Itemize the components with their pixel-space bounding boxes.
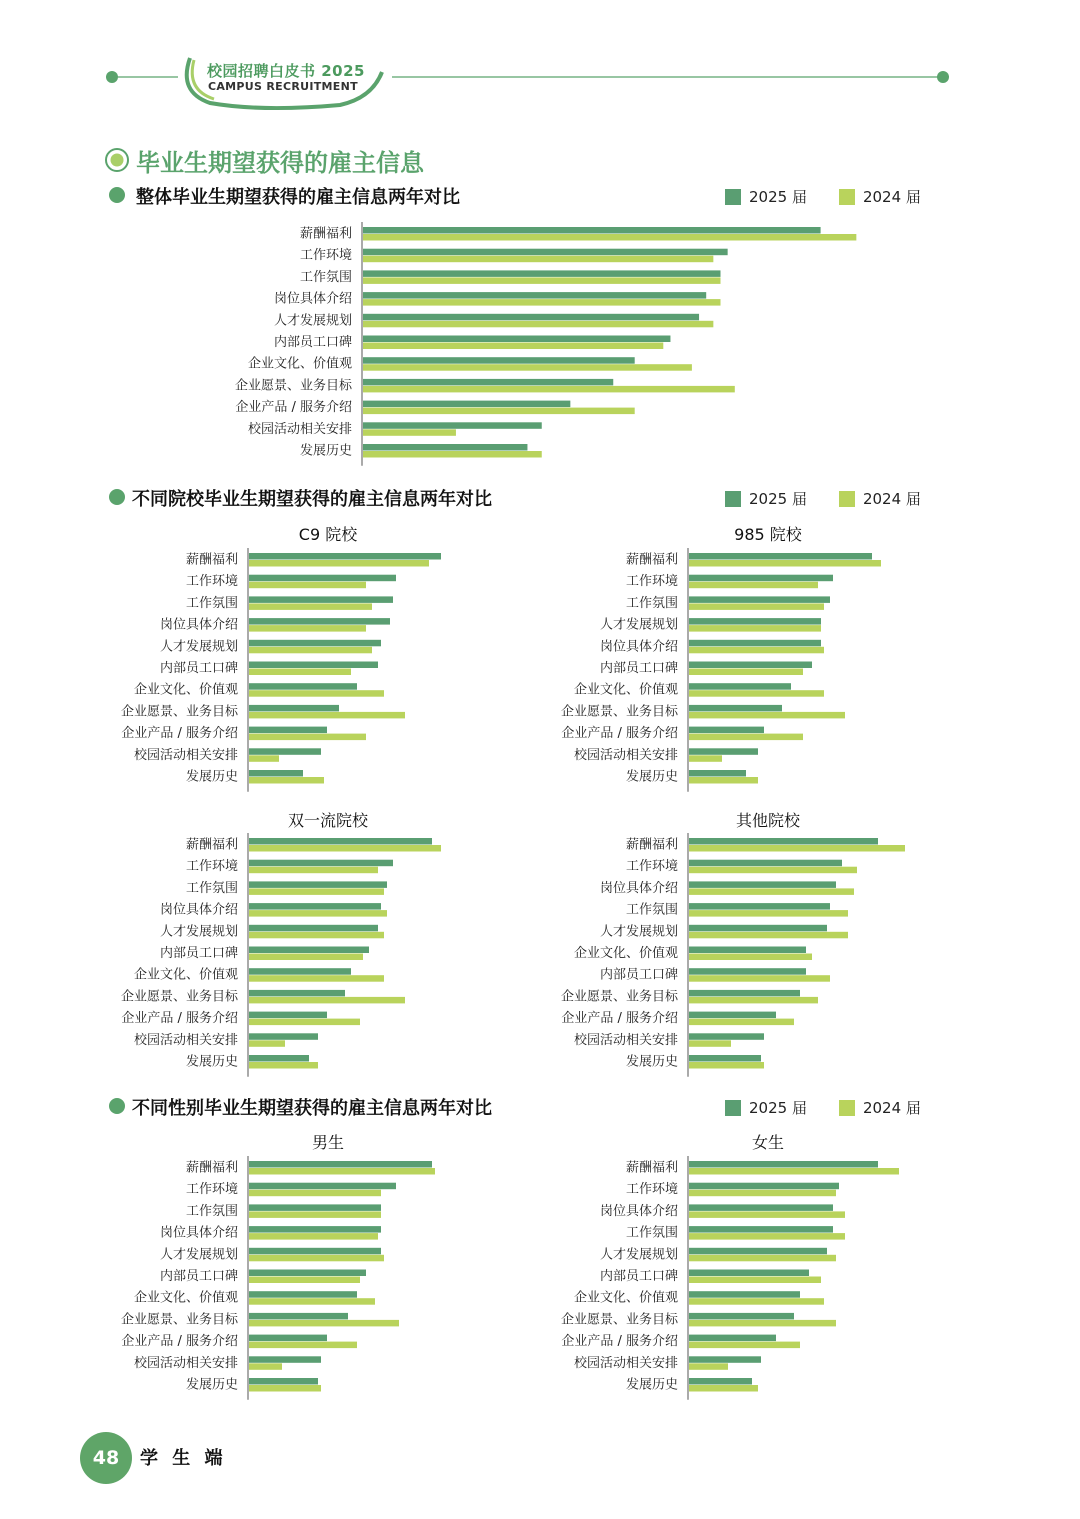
chart-double-first-class <box>60 833 520 1077</box>
bar-2025 <box>249 1183 396 1190</box>
legend-swatch-2025 <box>725 1100 741 1116</box>
chart-c9 <box>60 548 520 792</box>
category-label: 发展历史 <box>185 769 238 785</box>
bar-2025 <box>689 596 830 603</box>
section-bullet-icon <box>108 488 126 506</box>
bar-2024 <box>689 1385 758 1392</box>
bar-2024 <box>689 888 854 895</box>
bar-2024 <box>249 932 384 939</box>
legend-label-2024: 2024 届 <box>862 1099 921 1117</box>
bar-2024 <box>689 647 824 654</box>
footer-label: 学 生 端 <box>140 1448 227 1469</box>
section-title-school: 不同院校毕业生期望获得的雇主信息两年对比 <box>132 489 492 510</box>
bar-2024 <box>249 690 384 697</box>
category-label: 工作氛围 <box>185 595 238 611</box>
bar-2024 <box>249 1298 375 1305</box>
category-label: 内部员工口碑 <box>599 967 678 983</box>
bar-2024 <box>689 625 821 632</box>
bar-2024 <box>249 1168 435 1175</box>
category-label: 企业文化、价值观 <box>573 1290 678 1306</box>
section-title-overall: 整体毕业生期望获得的雇主信息两年对比 <box>136 187 460 208</box>
bar-2024 <box>249 603 372 610</box>
bar-2024 <box>689 690 824 697</box>
bar-2024 <box>689 975 830 982</box>
bar-2025 <box>363 379 613 386</box>
bar-2025 <box>689 881 836 888</box>
category-label: 人才发展规划 <box>599 617 678 633</box>
category-label: 内部员工口碑 <box>599 1269 678 1284</box>
bar-2024 <box>689 755 722 762</box>
category-label: 薪酬福利 <box>185 552 238 568</box>
bar-2025 <box>689 1204 833 1211</box>
category-label: 工作环境 <box>625 1182 678 1198</box>
bar-2024 <box>249 997 405 1004</box>
category-label: 内部员工口碑 <box>273 335 352 350</box>
bar-2024 <box>249 560 429 567</box>
bar-2025 <box>249 1226 381 1233</box>
category-label: 人才发展规划 <box>273 313 352 329</box>
bar-2025 <box>689 1313 794 1320</box>
category-label: 薪酬福利 <box>185 1160 238 1176</box>
legend-swatch-2025 <box>725 189 741 205</box>
legend-school <box>725 488 953 509</box>
category-label: 工作氛围 <box>299 269 352 285</box>
category-label: 企业产品 / 服务介绍 <box>121 726 238 742</box>
bar-2025 <box>689 553 872 560</box>
bar-2024 <box>689 845 905 852</box>
legend-label-2025: 2025 届 <box>749 490 807 508</box>
bar-2025 <box>689 1378 752 1385</box>
bar-2025 <box>689 1033 764 1040</box>
bar-2024 <box>249 1320 399 1327</box>
bar-2025 <box>249 903 381 910</box>
category-label: 工作环境 <box>625 859 678 875</box>
bar-2024 <box>363 386 735 393</box>
category-label: 工作氛围 <box>625 1225 678 1241</box>
bar-2024 <box>249 647 372 654</box>
section-title-gender: 不同性别毕业生期望获得的雇主信息两年对比 <box>132 1098 492 1119</box>
category-label: 企业文化、价值观 <box>573 946 678 961</box>
legend-overall <box>725 186 953 207</box>
bar-2024 <box>249 669 351 676</box>
category-label: 工作环境 <box>185 859 238 875</box>
bar-2024 <box>689 734 803 741</box>
legend-label-2024: 2024 届 <box>862 490 921 508</box>
category-label: 发展历史 <box>185 1054 238 1070</box>
page-heading: 毕业生期望获得的雇主信息 <box>136 149 424 177</box>
category-label: 企业产品 / 服务介绍 <box>235 400 352 416</box>
bar-2025 <box>249 947 369 954</box>
category-label: 人才发展规划 <box>599 924 678 940</box>
legend-label-2025: 2025 届 <box>749 188 807 206</box>
bar-2025 <box>249 1270 366 1277</box>
bar-2025 <box>689 947 806 954</box>
bar-2024 <box>249 734 366 741</box>
bar-2024 <box>249 867 378 874</box>
category-label: 岗位具体介绍 <box>599 1203 678 1219</box>
chart-female <box>500 1156 960 1400</box>
bar-2025 <box>249 1313 348 1320</box>
bar-2025 <box>689 1161 878 1168</box>
category-label: 企业产品 / 服务介绍 <box>121 1334 238 1350</box>
bar-2024 <box>363 234 856 241</box>
bar-2024 <box>249 777 324 784</box>
bar-2025 <box>689 1335 776 1342</box>
category-label: 企业愿景、业务目标 <box>560 1312 678 1328</box>
bar-2025 <box>249 990 345 997</box>
bar-2024 <box>249 755 279 762</box>
legend-swatch-2025 <box>725 491 741 507</box>
bar-2024 <box>249 1255 384 1262</box>
category-label: 发展历史 <box>185 1377 238 1393</box>
bar-2025 <box>689 1012 776 1019</box>
bar-2024 <box>689 1320 836 1327</box>
bar-2025 <box>249 968 351 975</box>
bar-2025 <box>249 553 441 560</box>
category-label: 企业愿景、业务目标 <box>120 1312 238 1328</box>
brand-subtitle: CAMPUS RECRUITMENT <box>208 80 358 93</box>
bar-2024 <box>249 954 363 961</box>
category-label: 岗位具体介绍 <box>273 291 352 307</box>
bar-2024 <box>689 932 848 939</box>
bar-2024 <box>249 582 366 589</box>
page-number: 48 <box>80 1432 132 1484</box>
bar-2025 <box>363 249 728 256</box>
category-label: 人才发展规划 <box>159 639 238 655</box>
bar-2024 <box>363 277 721 284</box>
category-label: 岗位具体介绍 <box>599 880 678 896</box>
bar-2024 <box>249 1385 321 1392</box>
bar-2025 <box>689 640 821 647</box>
bar-2025 <box>689 618 821 625</box>
bar-2025 <box>249 748 321 755</box>
brand-title: 校园招聘白皮书 2025 <box>207 62 365 80</box>
category-label: 企业产品 / 服务介绍 <box>121 1011 238 1027</box>
bar-2025 <box>689 1055 761 1062</box>
bar-2024 <box>689 712 845 719</box>
bar-2024 <box>249 1019 360 1026</box>
category-label: 内部员工口碑 <box>159 946 238 961</box>
category-label: 岗位具体介绍 <box>159 617 238 633</box>
bar-2025 <box>689 990 800 997</box>
bar-2025 <box>689 727 764 734</box>
chart-title-female: 女生 <box>751 1133 784 1152</box>
chart-title-double-first-class: 双一流院校 <box>287 811 368 830</box>
bar-2025 <box>689 1356 761 1363</box>
bar-2025 <box>363 227 821 234</box>
category-label: 企业愿景、业务目标 <box>120 704 238 720</box>
bar-2025 <box>249 1356 321 1363</box>
legend-swatch-2024 <box>839 1100 855 1116</box>
bar-2024 <box>689 1040 731 1047</box>
bar-2025 <box>249 1033 318 1040</box>
bar-2025 <box>249 618 390 625</box>
bar-2025 <box>249 705 339 712</box>
chart-title-other: 其他院校 <box>735 811 800 830</box>
bar-2025 <box>363 292 706 299</box>
category-label: 发展历史 <box>625 769 678 785</box>
bar-2025 <box>689 575 833 582</box>
category-label: 发展历史 <box>299 443 352 459</box>
bar-2024 <box>249 1363 282 1370</box>
bar-2025 <box>689 1291 800 1298</box>
bar-2024 <box>249 888 384 895</box>
bar-2025 <box>249 1378 318 1385</box>
category-label: 内部员工口碑 <box>159 661 238 676</box>
category-label: 企业文化、价值观 <box>573 682 678 698</box>
category-label: 企业愿景、业务目标 <box>120 989 238 1005</box>
bar-2025 <box>689 662 812 669</box>
bar-2025 <box>249 1291 357 1298</box>
category-label: 工作氛围 <box>185 880 238 896</box>
category-label: 企业文化、价值观 <box>247 356 352 372</box>
bar-2025 <box>689 968 806 975</box>
bar-2025 <box>249 575 396 582</box>
legend-gender <box>725 1097 953 1118</box>
bar-2025 <box>249 1012 327 1019</box>
category-label: 校园活动相关安排 <box>133 1355 238 1371</box>
bar-2025 <box>249 727 327 734</box>
bar-2024 <box>363 408 635 415</box>
bar-2024 <box>689 1190 836 1197</box>
category-label: 岗位具体介绍 <box>159 1225 238 1241</box>
bar-2025 <box>689 860 842 867</box>
category-label: 薪酬福利 <box>185 837 238 853</box>
bar-2025 <box>689 748 758 755</box>
bar-2024 <box>689 954 812 961</box>
bar-2025 <box>689 838 878 845</box>
bar-2024 <box>689 910 848 917</box>
bar-2025 <box>363 270 721 277</box>
category-label: 人才发展规划 <box>159 924 238 940</box>
category-label: 内部员工口碑 <box>599 661 678 676</box>
bar-2025 <box>363 314 699 321</box>
bar-2025 <box>249 1161 432 1168</box>
bar-2024 <box>689 1277 821 1284</box>
category-label: 人才发展规划 <box>159 1247 238 1263</box>
bar-2025 <box>689 705 782 712</box>
category-label: 发展历史 <box>625 1054 678 1070</box>
bar-2025 <box>249 1248 381 1255</box>
category-label: 岗位具体介绍 <box>159 902 238 918</box>
bar-2025 <box>249 683 357 690</box>
bar-2024 <box>249 1190 381 1197</box>
bar-2025 <box>249 881 387 888</box>
bar-2025 <box>689 903 830 910</box>
bar-2024 <box>689 1062 764 1069</box>
bar-2024 <box>689 777 758 784</box>
chart-985 <box>500 548 960 792</box>
bar-2025 <box>249 860 393 867</box>
category-label: 企业愿景、业务目标 <box>560 989 678 1005</box>
bar-2025 <box>249 596 393 603</box>
bar-2024 <box>249 845 441 852</box>
chart-title-male: 男生 <box>311 1133 344 1152</box>
category-label: 工作环境 <box>185 574 238 590</box>
bar-2024 <box>689 867 857 874</box>
bar-2025 <box>363 401 570 408</box>
category-label: 工作氛围 <box>185 1203 238 1219</box>
bar-2025 <box>249 770 303 777</box>
category-label: 工作氛围 <box>625 595 678 611</box>
bar-2025 <box>689 770 746 777</box>
bar-2024 <box>689 669 803 676</box>
category-label: 企业文化、价值观 <box>133 1290 238 1306</box>
bar-2024 <box>249 1233 378 1240</box>
category-label: 工作环境 <box>299 248 352 264</box>
bar-2024 <box>249 625 366 632</box>
bar-2025 <box>249 1335 327 1342</box>
category-label: 企业产品 / 服务介绍 <box>561 1334 678 1350</box>
chart-overall <box>200 222 920 470</box>
category-label: 校园活动相关安排 <box>573 747 678 763</box>
category-label: 企业愿景、业务目标 <box>234 378 352 394</box>
bar-2024 <box>363 429 456 436</box>
bar-2025 <box>363 422 542 429</box>
bar-2025 <box>249 838 432 845</box>
bar-2025 <box>689 925 827 932</box>
bar-2024 <box>363 451 542 458</box>
heading-target-icon <box>104 147 130 173</box>
bar-2024 <box>363 256 713 263</box>
category-label: 校园活动相关安排 <box>133 747 238 763</box>
chart-title-c9: C9 院校 <box>298 525 358 544</box>
category-label: 工作氛围 <box>625 902 678 918</box>
category-label: 工作环境 <box>185 1182 238 1198</box>
category-label: 薪酬福利 <box>299 226 352 242</box>
chart-male <box>60 1156 520 1400</box>
bar-2024 <box>689 1298 824 1305</box>
bar-2024 <box>689 603 824 610</box>
bar-2024 <box>249 1277 360 1284</box>
bar-2024 <box>363 364 692 371</box>
bar-2024 <box>363 299 721 306</box>
category-label: 企业愿景、业务目标 <box>560 704 678 720</box>
bar-2025 <box>363 444 527 451</box>
legend-label-2024: 2024 届 <box>862 188 921 206</box>
bar-2024 <box>249 712 405 719</box>
bar-2025 <box>689 683 791 690</box>
bar-2025 <box>689 1248 827 1255</box>
bar-2024 <box>249 910 387 917</box>
chart-other <box>500 833 960 1077</box>
bar-2024 <box>689 1211 845 1218</box>
category-label: 薪酬福利 <box>625 552 678 568</box>
category-label: 企业文化、价值观 <box>133 967 238 983</box>
bar-2024 <box>689 1255 836 1262</box>
chart-title-985: 985 院校 <box>734 525 802 544</box>
bar-2024 <box>689 997 818 1004</box>
bar-2025 <box>249 925 378 932</box>
category-label: 内部员工口碑 <box>159 1269 238 1284</box>
category-label: 校园活动相关安排 <box>573 1355 678 1371</box>
bar-2024 <box>363 343 663 350</box>
category-label: 岗位具体介绍 <box>599 639 678 655</box>
bar-2025 <box>363 336 670 343</box>
bar-2024 <box>249 1211 381 1218</box>
bar-2025 <box>363 357 635 364</box>
category-label: 校园活动相关安排 <box>133 1032 238 1048</box>
section-bullet-icon <box>108 1097 126 1115</box>
category-label: 校园活动相关安排 <box>247 421 352 437</box>
bar-2024 <box>689 1233 845 1240</box>
bar-2024 <box>689 1363 728 1370</box>
section-bullet-icon <box>108 186 126 204</box>
bar-2025 <box>689 1226 833 1233</box>
bar-2024 <box>249 975 384 982</box>
bar-2025 <box>689 1183 839 1190</box>
legend-swatch-2024 <box>839 491 855 507</box>
category-label: 发展历史 <box>625 1377 678 1393</box>
category-label: 企业产品 / 服务介绍 <box>561 726 678 742</box>
legend-swatch-2024 <box>839 189 855 205</box>
legend-label-2025: 2025 届 <box>749 1099 807 1117</box>
bar-2024 <box>689 1342 800 1349</box>
category-label: 企业文化、价值观 <box>133 682 238 698</box>
bar-2024 <box>249 1342 357 1349</box>
bar-2024 <box>689 1019 794 1026</box>
bar-2024 <box>249 1040 285 1047</box>
bar-2024 <box>249 1062 318 1069</box>
bar-2025 <box>249 1204 381 1211</box>
category-label: 企业产品 / 服务介绍 <box>561 1011 678 1027</box>
bar-2024 <box>689 1168 899 1175</box>
bar-2025 <box>249 1055 309 1062</box>
category-label: 人才发展规划 <box>599 1247 678 1263</box>
bar-2025 <box>689 1270 809 1277</box>
category-label: 薪酬福利 <box>625 1160 678 1176</box>
header-decoration <box>0 0 1080 120</box>
bar-2024 <box>689 582 818 589</box>
bar-2024 <box>689 560 881 567</box>
bar-2024 <box>363 321 713 328</box>
category-label: 校园活动相关安排 <box>573 1032 678 1048</box>
category-label: 工作环境 <box>625 574 678 590</box>
bar-2025 <box>249 662 378 669</box>
category-label: 薪酬福利 <box>625 837 678 853</box>
bar-2025 <box>249 640 381 647</box>
